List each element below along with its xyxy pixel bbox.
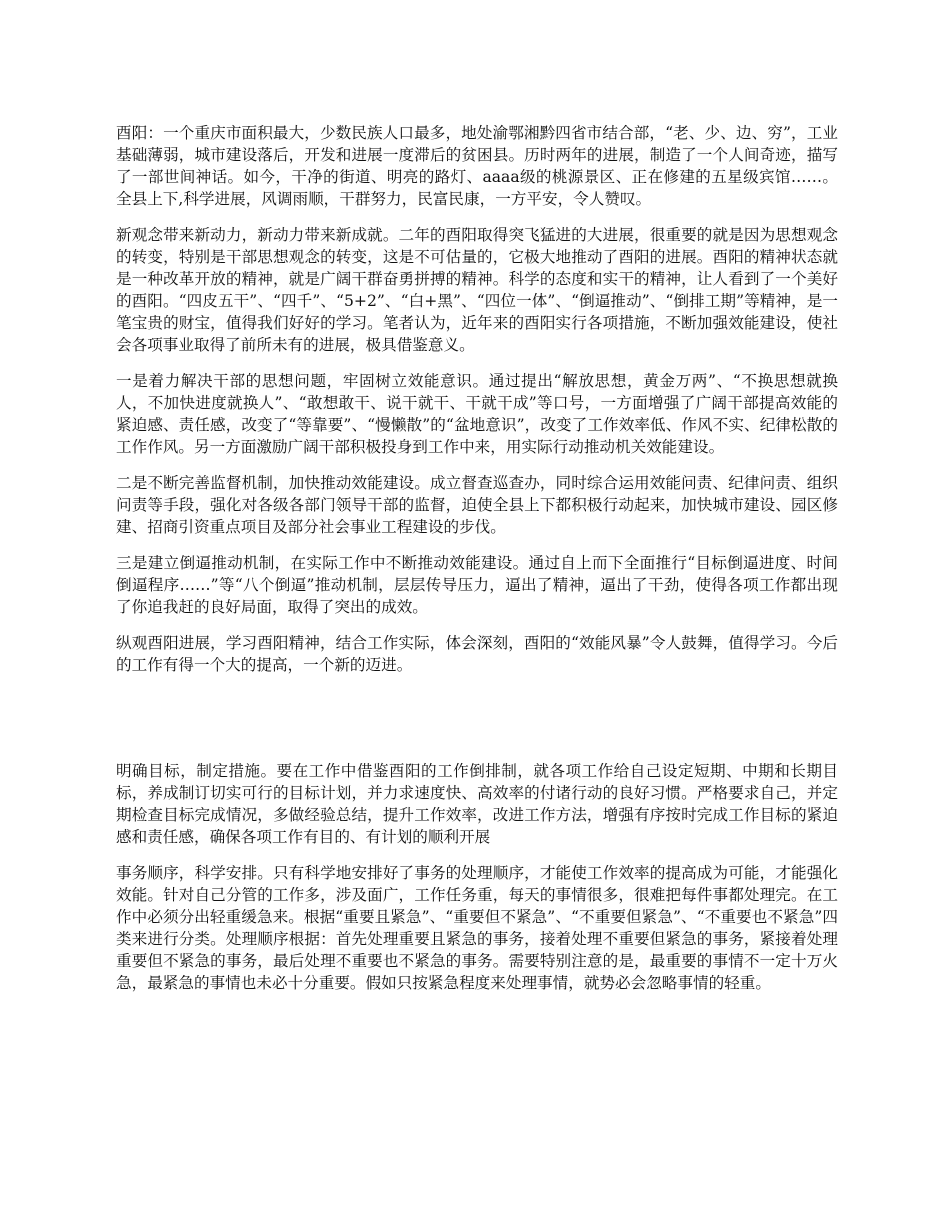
paragraph-task-order: 事务顺序，科学安排。只有科学地安排好了事务的处理顺序，才能使工作效率的提高成为可能，才能强化效能。针对自己分管的工作多，涉及面广，工作任务重，每天的事情很多，很难把每件事都处理完。在工作中必须分出轻重缓急来。根据“重要且紧急”、“重要但不紧急”、“不重要但紧急”、“不重要也不紧急”四类来进行分类。处理顺序根据：首先处理重要且紧急的事务，接着处理不重要但紧急的事务，紧接着处理重要但不紧急的事务，最后处理不重要也不紧急的事务。需要特别注意的是，最重要的事情不一定十万火急，最紧急的事情也未必十分重要。假如只按紧急程度来处理事情，就势必会忽略事情的轻重。 [116, 864, 838, 992]
document-body [116, 122, 838, 1008]
section-spacer [116, 690, 838, 760]
paragraph-conclusion: 纵观酉阳进展，学习酉阳精神，结合工作实际，体会深刻，酉阳的“效能风暴”令人鼓舞，值得学习。今后的工作有得一个大的提高，一个新的迈进。 [116, 634, 838, 674]
paragraph-youyang-intro: 酉阳：一个重庆市面积最大，少数民族人口最多，地处渝鄂湘黔四省市结合部，“老、少、边、穷”，工业基础薄弱，城市建设落后，开发和进展一度滞后的贫困县。历时两年的进展，制造了一个人间奇迹，描写了一部世间神话。如今，干净的街道、明亮的路灯、aaaa级的桃源景区、正在修建的五星级宾馆……。全县上下,科学进展，风调雨顺，干群努力，民富民康，一方平安，令人赞叹。 [116, 124, 838, 208]
paragraph-point-three: 三是建立倒逼推动机制，在实际工作中不断推动效能建设。通过自上而下全面推行“目标倒逼进度、时间倒逼程序……”等“八个倒逼”推动机制，层层传导压力，逼出了精神，逼出了干劲，使得各项工作都出现了你追我赶的良好局面，取得了突出的成效。 [116, 554, 838, 616]
paragraph-point-one: 一是着力解决干部的思想问题，牢固树立效能意识。通过提出“解放思想，黄金万两”、“不换思想就换人，不加快进度就换人”、“敢想敢干、说干就干、干就干成”等口号，一方面增强了广阔干部提高效能的紧迫感、责任感，改变了“等靠要”、“慢懒散”的“盆地意识”，改变了工作效率低、作风不实、纪律松散的工作作风。另一方面激励广阔干部积极投身到工作中来，用实际行动推动机关效能建设。 [116, 372, 838, 456]
paragraph-set-goals: 明确目标，制定措施。要在工作中借鉴酉阳的工作倒排制，就各项工作给自己设定短期、中期和长期目标，养成制订切实可行的目标计划，并力求速度快、高效率的付诸行动的良好习惯。严格要求自己，并定期检查目标完成情况，多做经验总结，提升工作效率，改进工作方法，增强有序按时完成工作目标的紧迫感和责任感，确保各项工作有目的、有计划的顺利开展 [116, 762, 838, 846]
paragraph-new-concepts: 新观念带来新动力，新动力带来新成就。二年的酉阳取得突飞猛进的大进展，很重要的就是因为思想观念的转变，特别是干部思想观念的转变，这是不可估量的，它极大地推动了酉阳的进展。酉阳的精神状态就是一种改革开放的精神，就是广阔干群奋勇拼搏的精神。科学的态度和实干的精神，让人看到了一个美好的酉阳。“四皮五干”、“四千”、“5+2”、“白+黑”、“四位一体”、“倒逼推动”、“倒排工期”等精神，是一笔宝贵的财宝，值得我们好好的学习。笔者认为，近年来的酉阳实行各项措施，不断加强效能建设，使社会各项事业取得了前所未有的进展，极具借鉴意义。 [116, 226, 838, 354]
paragraph-point-two: 二是不断完善监督机制，加快推动效能建设。成立督查巡查办，同时综合运用效能问责、纪律问责、组织问责等手段，强化对各级各部门领导干部的监督，迫使全县上下都积极行动起来，加快城市建设、园区修建、招商引资重点项目及部分社会事业工程建设的步伐。 [116, 474, 838, 536]
